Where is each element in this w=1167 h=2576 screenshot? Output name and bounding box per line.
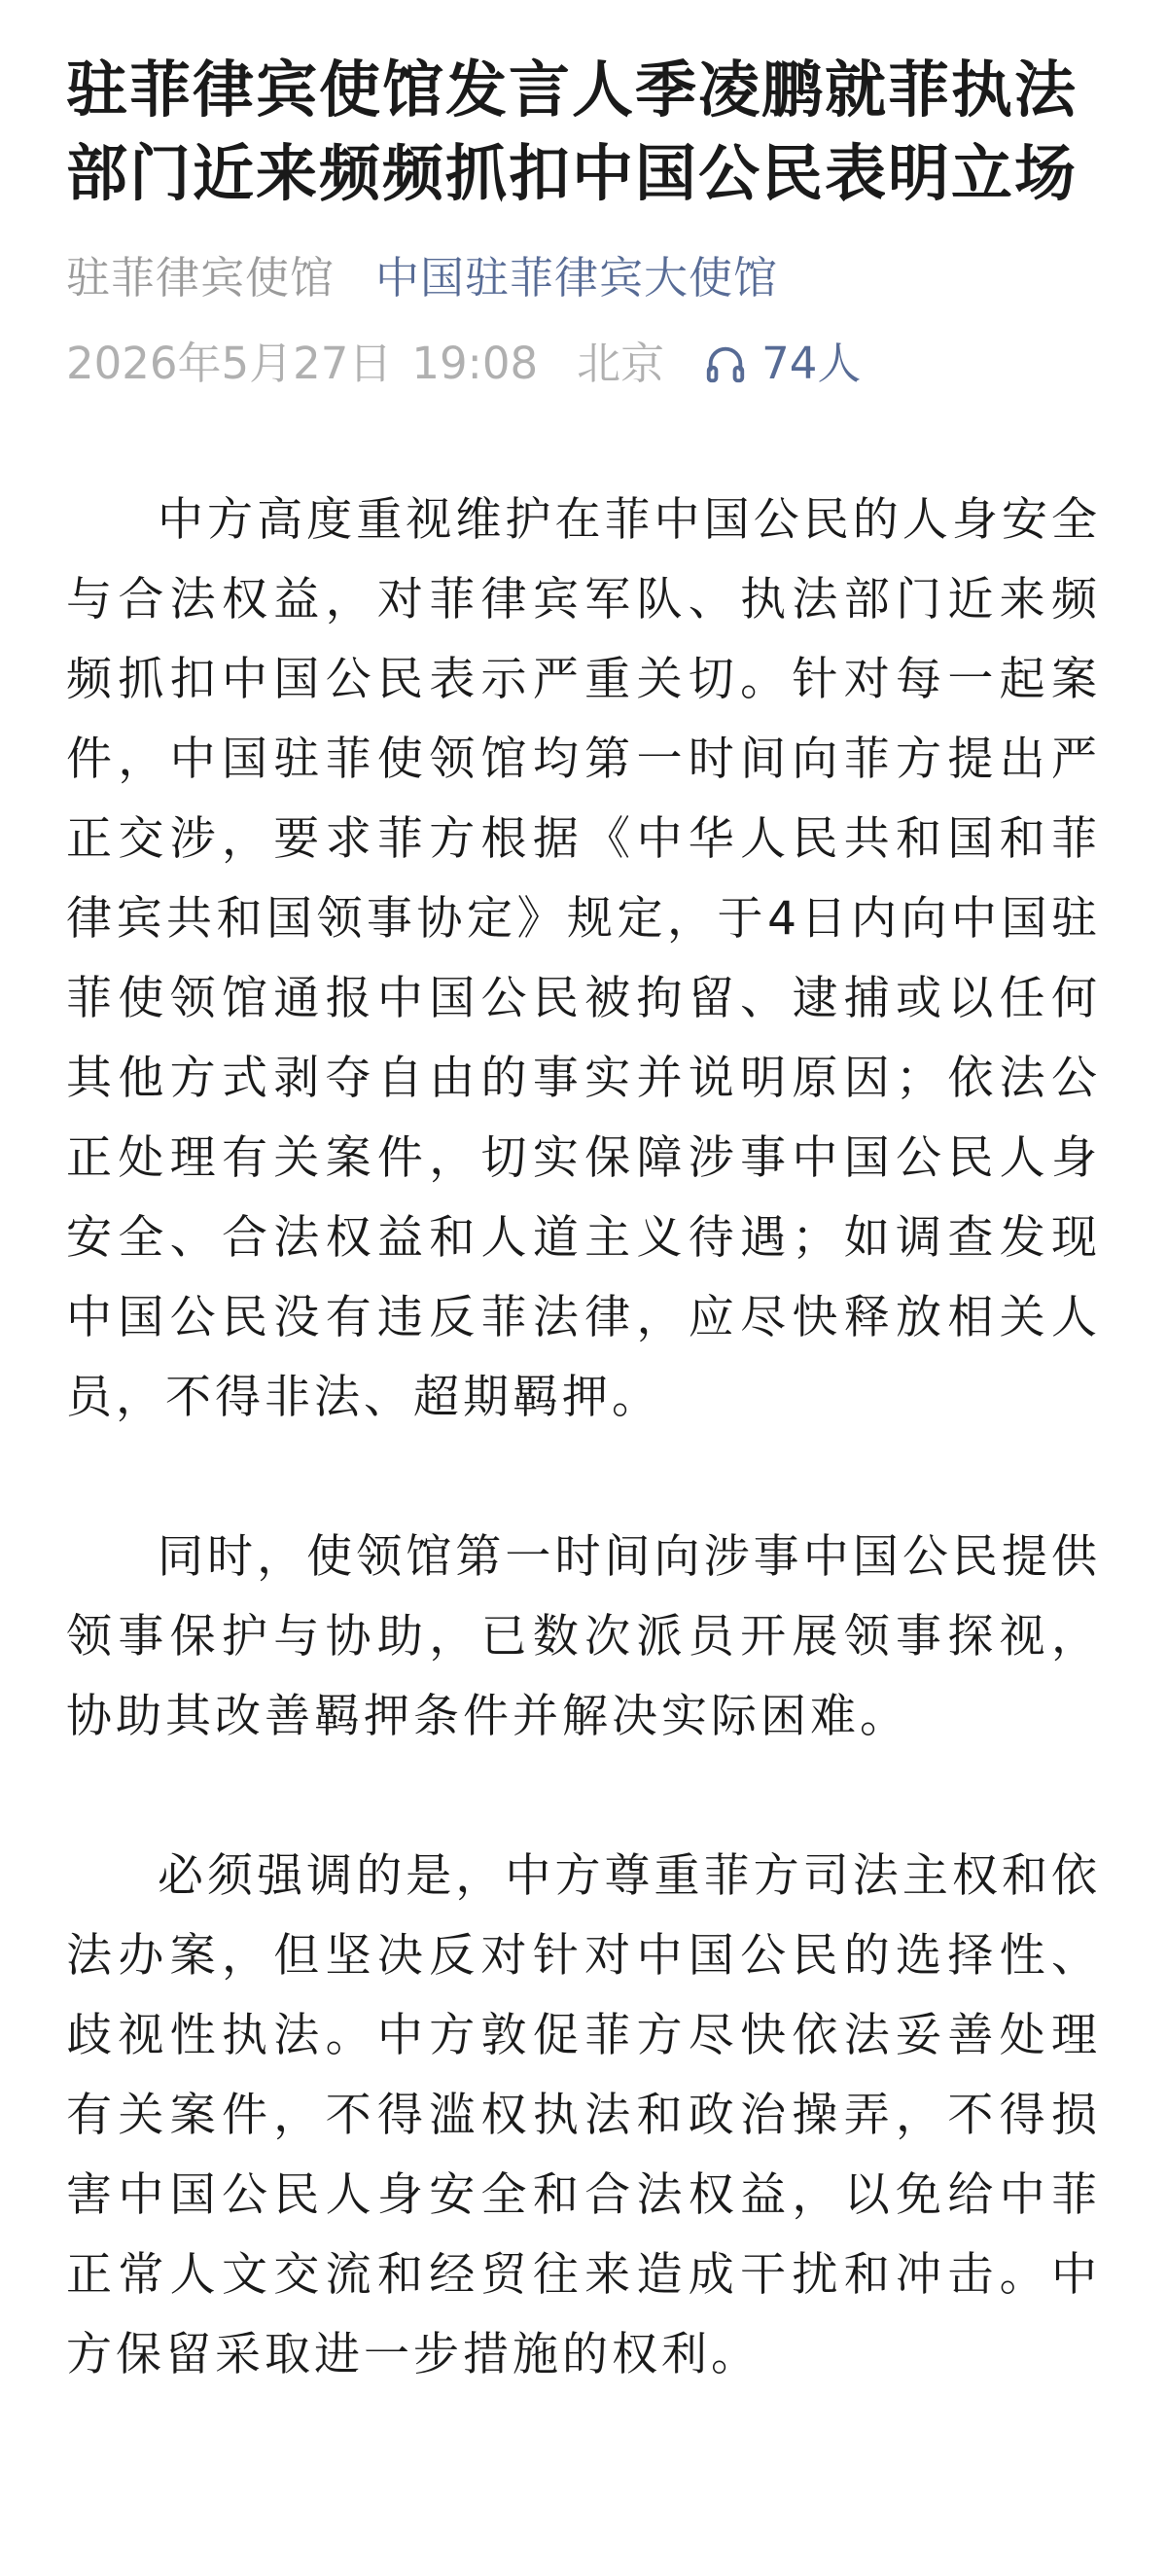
listen-count: 74人: [761, 338, 862, 389]
meta-row: [66, 249, 1101, 307]
paragraph-1: 中方高度重视维护在菲中国公民的人身安全与合法权益，对菲律宾军队、执法部门近来频频抓扣中国公民表示严重关切。针对每一起案件，中国驻菲使领馆均第一时间向菲方提出严正交涉，要求菲方根据《中华人民共和国和菲律宾共和国领事协定》规定，于4日内向中国驻菲使领馆通报中国公民被拘留、逮捕或以任何其他方式剥夺自由的事实并说明原因；依法公正处理有关案件，切实保障涉事中国公民人身安全、合法权益和人道主义待遇；如调查发现中国公民没有违反菲法律，应尽快释放相关人员，不得非法、超期羁押。: [66, 493, 1101, 1424]
headphones-icon: [703, 341, 748, 386]
paragraph-3: 必须强调的是，中方尊重菲方司法主权和依法办案，但坚决反对针对中国公民的选择性、歧视性执法。中方敦促菲方尽快依法妥善处理有关案件，不得滥权执法和政治操弄，不得损害中国公民人身安全和合法权益，以免给中菲正常人文交流和经贸往来造成干扰和冲击。中方保留采取进一步措施的权利。: [66, 1849, 1101, 2381]
listen-button[interactable]: [703, 335, 861, 393]
publish-date: 2026年5月27日: [66, 338, 393, 389]
author-name: 驻菲律宾使馆: [66, 252, 336, 304]
publish-info: [66, 335, 1101, 393]
paragraph-2: 同时，使领馆第一时间向涉事中国公民提供领事保护与协助，已数次派员开展领事探视，协助其改善羁押条件并解决实际困难。: [66, 1530, 1101, 1743]
publish-location: 北京: [577, 338, 665, 389]
publish-time: 19:08: [411, 338, 539, 389]
account-link[interactable]: 中国驻菲律宾大使馆: [375, 252, 779, 304]
article-body: [66, 481, 1101, 2395]
article-title: 驻菲律宾使馆发言人季凌鹏就菲执法部门近来频频抓扣中国公民表明立场: [66, 54, 1078, 209]
